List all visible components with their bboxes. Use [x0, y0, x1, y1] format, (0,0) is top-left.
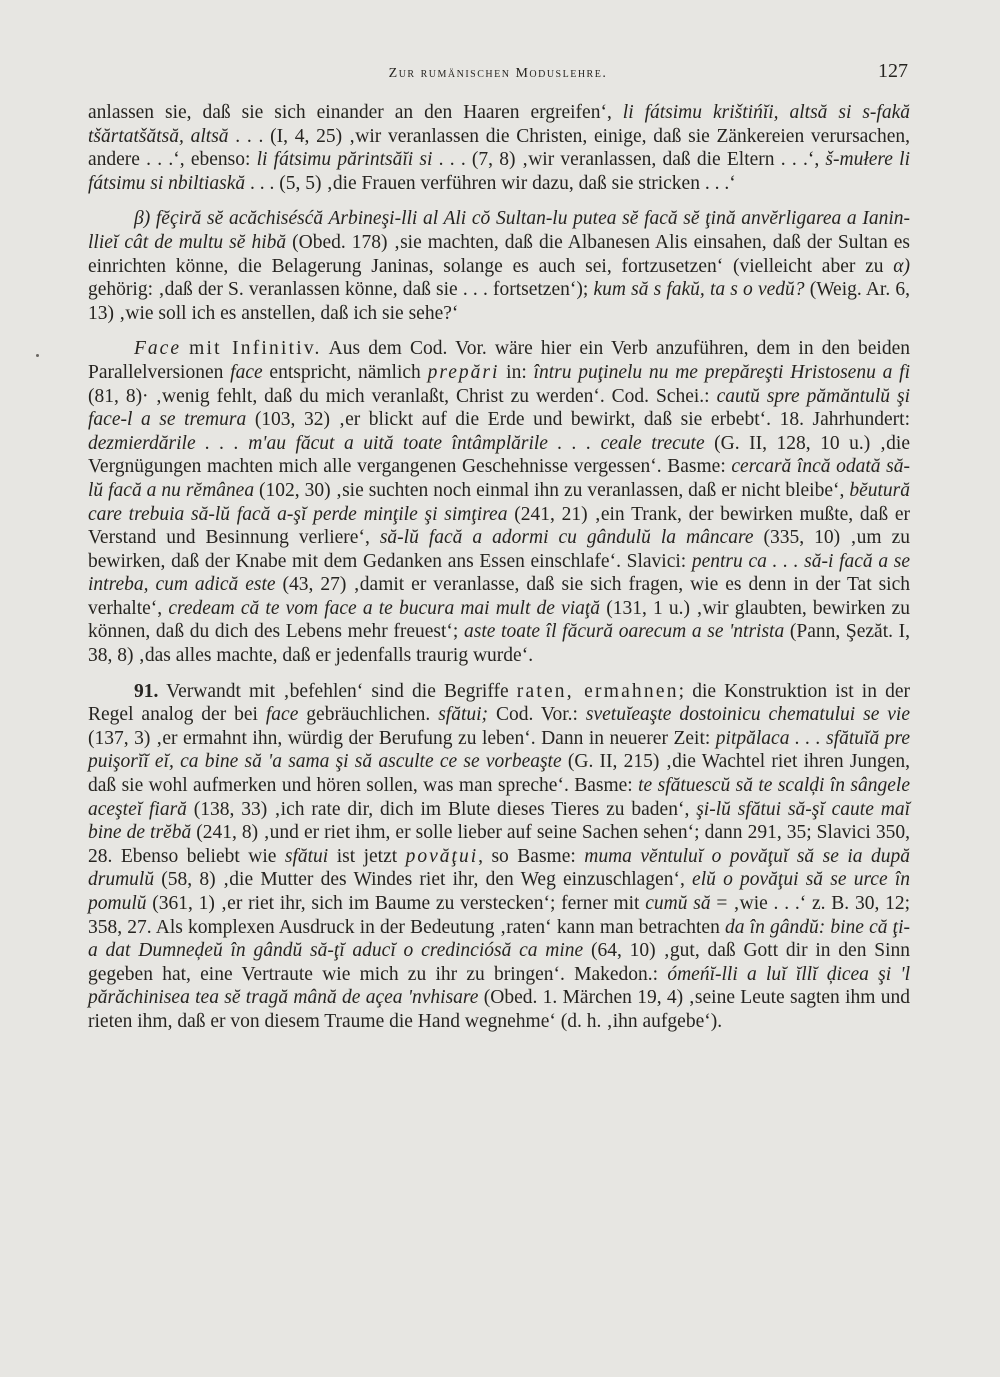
italic-run: kum să s fakŭ, ta s o vedŭ? [593, 279, 805, 301]
text-run: ; die Konstruktion ist in der Regel analog der bei [88, 680, 910, 726]
paragraph [88, 207, 910, 325]
italic-run: sfătui [284, 845, 329, 867]
italic-run: pitpălaca . . . sfătuĭă pre puişorĭĭ eĭ, ca bine să 'a sama şi să asculte ce se vorbeaşte [88, 727, 910, 773]
spaced-run: raten, ermahnen [516, 680, 679, 702]
italic-run: α) [893, 255, 910, 277]
text-run [181, 338, 189, 359]
text-run: (Obed. 1. Märchen 19, 4) ‚seine Leute sagten ihm und rieten ihm, daß er von diesem Traume die Hand wegnehme‘ (d. h. ‚ihn aufgebe‘). [88, 987, 910, 1032]
text-run: (241, 8) ‚und er riet ihm, er solle lieber auf seine Sachen sehen‘; dann 291, 35; Slavici 350, 28. Ebenso beliebt wie [88, 822, 910, 867]
text-run: (Obed. 178) ‚sie machten, daß die Albanesen Alis einsahen, daß der Sultan es einrichten könne, die Belagerung Janinas, solange es auch sei, fortzusetzen‘ (vielleicht aber zu [88, 231, 910, 277]
italic-run: β) fĕçiră sĕ acăchisésćă Arbineşi-lli al Ali cŏ Sultan-lu putea sĕ facă sĕ ţină anvĕrligarea a Ianin-llieĭ cât de multu sĕ hibă [88, 208, 910, 253]
italic-spaced-run: prepări [427, 361, 500, 383]
italic-run: li fátsimu krištińĭi, altsă si s-fakă tšărtatšătsă, altsă [88, 102, 910, 147]
spaced-run: mit Infinitiv. [189, 338, 322, 360]
text-run: ist jetzt [328, 845, 406, 867]
text-run: = ‚wie . . .‘ z. B. 30, 12; 358, 27. Als komplexen Ausdruck in der Bedeutung ‚raten‘ kann man betrachten [88, 893, 911, 938]
paragraph [88, 101, 910, 195]
text-run: (137, 3) ‚er ermahnt ihn, würdig der Berufung zu leben‘. Dann in neuerer Zeit: [88, 727, 716, 749]
italic-run: sfătui; [438, 704, 489, 726]
text-run: (103, 32) ‚er blickt auf die Erde und bewirkt, daß sie erbebt‘. 18. Jahrhundert: [246, 409, 910, 431]
italic-run: ómeńĭ-lli a luĭ ĭllĭ ḑicea şi 'l părăchinisea tea sĕ tragă mână de açea 'nvhisare [88, 963, 910, 1009]
italic-run: aste toate îl făcură oarecum a se 'ntrista [463, 621, 785, 643]
italic-run: dezmierdările . . . m'au făcut a uită toate întâmplările . . . ceale trecute [88, 432, 705, 454]
paragraph [88, 337, 910, 667]
italic-run: cercară încă odată să-lŭ facă a nu rĕmânea [88, 456, 910, 501]
page-number: 127 [878, 60, 908, 82]
text-run: (58, 8) ‚die Mutter des Windes riet ihr, den Weg einzuschlagen‘, [154, 869, 693, 891]
text-run: Cod. Vor.: [488, 704, 586, 726]
italic-run: să-lŭ facă a adormi cu gândulŭ la mâncare [379, 527, 754, 549]
italic-run: face [230, 361, 263, 383]
text-run: (G. II, 215) ‚die Wachtel riet ihren Jungen, daß sie wohl aufmerken und hören sollen, was man spreche‘. Basme: [88, 751, 910, 797]
text-run: (241, 21) ‚ein Trank, der bewirken mußte, daß er Verstand und Besinnung verliere‘, [88, 503, 910, 549]
text-run: . . . (I, 4, 25) ‚wir veranlassen die Christen, einige, daß sie Zänkereien verursachen, andere . . .‘, ebenso: [88, 125, 910, 171]
text-run: (81, 8)· ‚wenig fehlt, daß du mich veranlaßt, Christ zu werden‘. Cod. Schei.: [88, 385, 717, 407]
text-run: anlassen sie, daß sie sich einander an den Haaren ergreifen‘, [88, 102, 623, 123]
italic-run: te sfătuescŭ să te scalḑi în sângele aceşteĭ fiară [88, 775, 910, 820]
italic-run: muma vĕntuluĭ o povăţuĭ să se ia după drumulŭ [88, 845, 910, 891]
paragraph [88, 680, 910, 1034]
italic-run: pentru ca . . . să-i facă a se intreba, cum adică este [88, 550, 910, 596]
text-run: (138, 33) ‚ich rate dir, dich im Blute dieses Tieres zu baden‘, [186, 798, 697, 820]
text-run: (361, 1) ‚er riet ihr, sich im Baume zu verstecken‘; ferner mit [146, 893, 646, 914]
running-title: Zur rumänischen Moduslehre. [388, 66, 608, 81]
text-run: in: [499, 361, 534, 383]
italic-run: cautŭ spre pămăntulŭ şi face-l a se tremura [88, 385, 911, 431]
italic-run: şi-lŭ sfătui să-şĭ caute maĭ bine de trĕbă [88, 798, 910, 844]
text-run: (335, 10) ‚um zu bewirken, daß der Knabe mit dem Gedanken ans Essen einschlafe‘. Slavici: [88, 527, 910, 572]
text-run: . . . (7, 8) ‚wir veranlassen, daß die Eltern . . .‘, [432, 149, 826, 171]
text-run: (Weig. Ar. 6, 13) ‚wie soll ich es anstellen, daß ich sie sehe?‘ [88, 279, 911, 324]
italic-run: întru puţinelu nu me prepăreşti Hristosenu a fi [533, 361, 910, 383]
italic-run: svetuĭeaşte dostoinicu chematului se vie [585, 704, 911, 726]
italic-run: li fátsimu părintsăĭi si [256, 149, 433, 171]
text-run: . . . (5, 5) ‚die Frauen verführen wir dazu, daß sie stricken . . .‘ [245, 172, 736, 194]
italic-spaced-run: povăţui [405, 845, 479, 867]
text-run: , so Basme: [478, 845, 585, 867]
text-run: Verwandt mit ‚befehlen‘ sind die Begriffe [158, 680, 517, 702]
italic-run: credeam că te vom face a te bucura mai mult de viaţă [168, 597, 601, 619]
text-run: (131, 1 u.) ‚wir glaubten, bewirken zu können, daß du dich des Lebens mehr freuest‘; [88, 597, 910, 643]
text-run: (102, 30) ‚sie suchten noch einmal ihn zu veranlassen, daß er nicht bleibe‘, [254, 479, 850, 501]
margin-dot [36, 354, 39, 357]
italic-run: da în gândŭ: bine că ţi-a dat Dumneḑeŭ în gândŭ să-ţĭ aducĭ o credinciósă ca mine [88, 916, 911, 962]
text-run: (64, 10) ‚gut, daß Gott dir in den Sinn gegeben hat, eine Vertraute wie mich zu ihr zu bringen‘. Makedon.: [88, 940, 910, 985]
italic-run: cumŭ să [645, 893, 711, 914]
italic-run: š-mułere li fátsimu si nbiltiaskă [88, 149, 910, 194]
body-text [88, 101, 910, 1034]
text-run: entspricht, nämlich [262, 361, 428, 383]
text-run: Aus dem Cod. Vor. wäre hier ein Verb anzuführen, dem in den beiden Parallelversionen [88, 338, 910, 383]
text-run: (43, 27) ‚damit er veranlasse, daß sie sich fragen, wie es denn in der Tat sich verhalte‘, [88, 574, 911, 619]
bold-run: 91. [134, 680, 159, 702]
text-run: gebräuchlichen. [298, 704, 439, 726]
italic-run: elŭ o povăţui să se urce în pomulŭ [88, 869, 910, 914]
italic-spaced-run: Face [134, 338, 181, 360]
running-head [88, 60, 908, 86]
italic-run: bĕutură care trebuia să-lŭ facă a-şĭ perde minţile şi simţirea [88, 479, 910, 525]
text-run: gehörig: ‚daß der S. veranlassen könne, daß sie . . . fortsetzen‘); [88, 279, 594, 301]
italic-run: face [265, 704, 299, 726]
text-run: (Pann, Şezăt. I, 38, 8) ‚das alles machte, daß er jedenfalls traurig wurde‘. [88, 621, 910, 667]
text-run: (G. II, 128, 10 u.) ‚die Vergnügungen machten mich alle vergangenen Geschehnisse vergessen‘. Basme: [88, 432, 910, 478]
